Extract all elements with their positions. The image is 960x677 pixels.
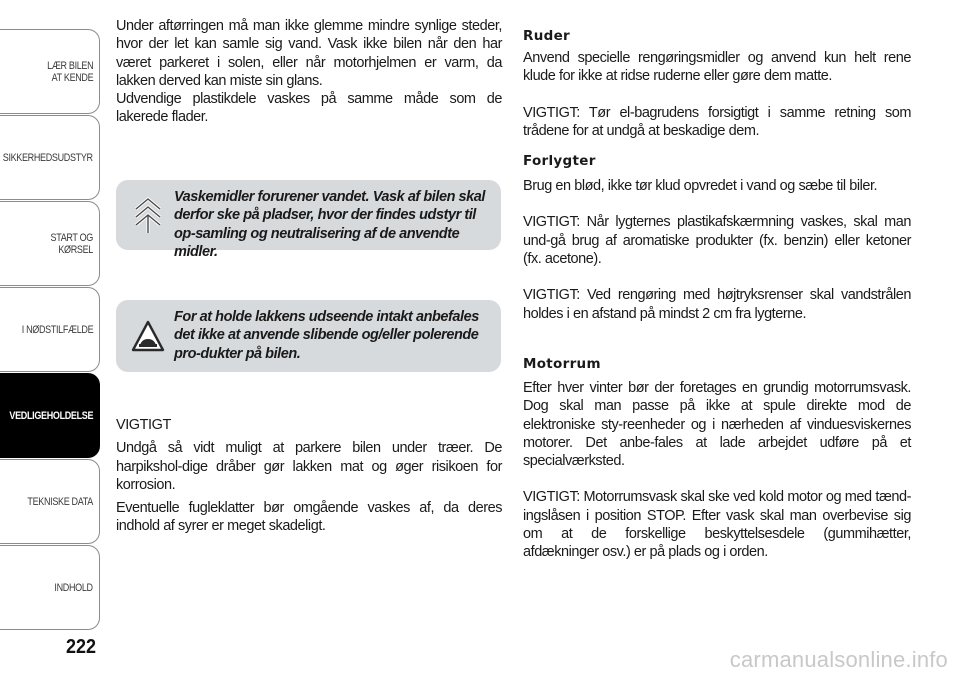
intro-paragraph: Under aftørringen må man ikke glemme mindre synlige steder, hvor der let kan samle sig vand. Vask ikke bilen når den har været parkeret i solen, eller når motorhjelmen er varm, da lakken derved kan miste sin glans.: [116, 18, 502, 89]
left-bottom-section: [116, 416, 502, 536]
tab-label: START OG KØRSEL: [50, 231, 93, 256]
forlygter-paragraph: Brug en blød, ikke tør klud opvredet i vand og sæbe til biler.: [523, 178, 878, 195]
section-title-ruder: Ruder: [523, 28, 570, 44]
vigtigt-label: VIGTIGT: [116, 417, 171, 433]
left-column: [116, 17, 502, 127]
right-column: [523, 27, 911, 562]
page-number: 222: [66, 636, 97, 658]
tab-sikkerhedsudstyr[interactable]: [0, 115, 100, 200]
tab-label: INDHOLD: [54, 581, 93, 594]
tab-start-og-korsel[interactable]: [0, 201, 100, 286]
ruder-paragraph: Anvend specielle rengøringsmidler og anvend kun helt rene klude for ikke at ridse ruderne eller gøre dem matte.: [523, 50, 911, 85]
trees-paragraph: Undgå så vidt muligt at parkere bilen under træer. De harpikshol-dige dråber gør lakken mat og øger risikoen for korrosion.: [116, 440, 502, 493]
tab-laer-bilen-at-kende[interactable]: [0, 29, 100, 114]
bird-droppings-paragraph: Eventuelle fugleklatter bør omgående vaskes af, da deres indhold af syrer er meget skadeligt.: [116, 500, 502, 535]
tab-label: SIKKERHEDSUDSTYR: [3, 151, 93, 164]
tab-label: LÆR BILEN AT KENDE: [46, 59, 93, 84]
environment-notice-text: Vaskemidler forurener vandet. Vask af bilen skal derfor ske på pladser, hvor der findes udstyr til op-samling og neutralisering af de anvendte midler.: [174, 189, 485, 260]
section-title-forlygter: Forlygter: [523, 153, 596, 170]
tab-tekniske-data[interactable]: [0, 459, 100, 544]
forlygter-vigtigt-2: VIGTIGT: Ved rengøring med højtryksrenser skal vandstrålen holdes i en afstand på mindst 2 cm fra lygterne.: [523, 287, 911, 322]
paint-care-warning: [116, 300, 501, 372]
tab-label: TEKNISKE DATA: [27, 495, 93, 508]
motorrum-vigtigt: VIGTIGT: Motorrumsvask skal ske ved kold motor og med tænd-ingslåsen i position STOP. Efter vask skal man overbevise sig om at de forskellige beskyttelsesdele (gummihætter, afdækninger osv.) er på plads og i orden.: [523, 489, 911, 561]
environment-notice: [116, 180, 501, 260]
plastic-parts-paragraph: Udvendige plastikdele vaskes på samme måde som de lakerede flader.: [116, 91, 502, 126]
watermark: carmanualsonline.info: [729, 647, 948, 672]
forlygter-vigtigt-1: VIGTIGT: Når lygternes plastikafskærmning vaskes, skal man und-gå brug af aromatiske produkter (fx. benzin) eller ketoner (fx. acetone).: [523, 214, 911, 268]
tab-indhold[interactable]: [0, 545, 100, 630]
section-title-motorrum: Motorrum: [523, 355, 601, 372]
motorrum-paragraph: Efter hver vinter bør der foretages en grundig motorrumsvask. Dog skal man passe på ikke at spule direkte mod de elektroniske sty-reenheder og i nærheden af vinduesviskernes motorer. Det anbe-fales at lade arbejdet udføre på et specialværksted.: [523, 379, 911, 470]
warning-triangle-car-icon: [130, 316, 166, 356]
ruder-vigtigt: VIGTIGT: Tør el-bagrudens forsigtigt i samme retning som trådene for at undgå at beskadige dem.: [523, 104, 911, 139]
tab-vedligeholdelse[interactable]: [0, 373, 100, 458]
tab-label: VEDLIGEHOLDELSE: [9, 409, 93, 422]
tree-environment-icon: [130, 195, 166, 235]
tab-label: I NØDSTILFÆLDE: [21, 323, 93, 336]
paint-care-warning-text: For at holde lakkens udseende intakt anbefales det ikke at anvende slibende og/eller polerende pro-dukter på bilen.: [174, 309, 479, 362]
tab-i-nodstilfaelde[interactable]: [0, 287, 100, 372]
